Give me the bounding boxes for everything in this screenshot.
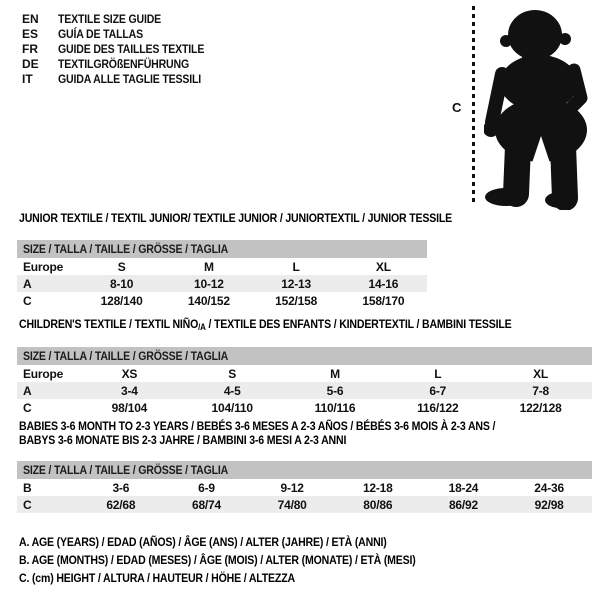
value-cell: M (203, 259, 214, 274)
language-code: IT (22, 72, 33, 86)
table-row (17, 496, 592, 513)
language-label: GUÍA DE TALLAS (58, 27, 143, 41)
value-cell: 68/74 (164, 496, 250, 513)
value-cell: 6-7 (386, 382, 489, 399)
value-cell: 92/98 (506, 496, 592, 513)
footnotes (19, 533, 470, 587)
table-row (17, 365, 592, 382)
language-label: TEXTILE SIZE GUIDE (58, 12, 162, 26)
value-cell: 116/122 (417, 400, 459, 415)
value-cell: 62/68 (78, 496, 164, 513)
language-label: GUIDA ALLE TAGLIE TESSILI (58, 72, 202, 86)
table-row (17, 275, 427, 292)
value-cell: 140/152 (187, 293, 230, 308)
baby-silhouette-icon (484, 8, 596, 210)
value-cell: 158/170 (362, 293, 405, 308)
value-cell: 80/86 (335, 496, 421, 513)
value-cell: 14-16 (340, 275, 427, 292)
value-cell: 86/92 (421, 496, 507, 513)
height-measure-label: C (452, 100, 462, 115)
language-code: FR (22, 42, 38, 56)
value-cell: 18-24 (448, 480, 479, 495)
value-cell: XL (533, 366, 549, 381)
value-cell: 9-12 (280, 480, 304, 495)
language-row (22, 27, 224, 42)
value-cell: M (330, 366, 340, 381)
value-cell: 7-8 (489, 382, 592, 399)
babies-table-title: BABIES 3-6 MONTH TO 2-3 YEARS / BEBÉS 3-6 MESES A 2-3 AÑOS / BÉBÉS 3-6 MOIS À 2-3 ANS / BABYS 3-6 MONATE BIS 2-3 JAHRE / BAMBINI 3-6 MESI A 2-3 ANNI (19, 419, 496, 447)
row-label-cell: Europe (23, 259, 64, 274)
value-cell: L (434, 366, 442, 381)
value-cell: 6-9 (198, 480, 215, 495)
language-code: ES (22, 27, 39, 41)
row-label-cell: B (23, 480, 32, 495)
footnote-b: B. AGE (MONTHS) / EDAD (MESES) / ÂGE (MOIS) / ALTER (MONATE) / ETÀ (MESI) (19, 553, 416, 567)
value-cell: 8-10 (78, 275, 165, 292)
value-cell: 128/140 (100, 293, 143, 308)
value-cell: 122/128 (519, 400, 562, 415)
value-cell: S (117, 259, 126, 274)
value-cell: 110/116 (314, 400, 356, 415)
children-table-title: CHILDREN'S TEXTILE / TEXTIL NIÑO/A / TEXTILE DES ENFANTS / KINDERTEXTIL / BAMBINI TESSILE (19, 317, 512, 332)
language-row (22, 42, 224, 57)
row-label-cell: C (23, 400, 32, 415)
subscript-text: /A (198, 322, 206, 332)
row-label-cell: A (17, 275, 78, 292)
table-row (17, 382, 592, 399)
language-row (22, 72, 224, 87)
height-measure-dashed-line (472, 6, 475, 206)
language-label: GUIDE DES TAILLES TEXTILE (58, 42, 205, 56)
value-cell: 152/158 (275, 293, 318, 308)
babies-size-header-bar: SIZE / TALLA / TAILLE / GRÖSSE / TAGLIA (17, 461, 592, 479)
children-size-header-bar: SIZE / TALLA / TAILLE / GRÖSSE / TAGLIA (17, 347, 592, 365)
table-row (17, 292, 427, 309)
junior-table-title: JUNIOR TEXTILE / TEXTIL JUNIOR/ TEXTILE JUNIOR / JUNIORTEXTIL / JUNIOR TESSILE (19, 211, 452, 225)
language-row (22, 57, 224, 72)
language-code: DE (22, 57, 39, 71)
value-cell: 3-4 (78, 382, 181, 399)
value-cell: 10-12 (165, 275, 252, 292)
value-cell: 24-36 (534, 480, 564, 495)
value-cell: 5-6 (284, 382, 387, 399)
value-cell: 12-13 (253, 275, 340, 292)
table-row (17, 258, 427, 275)
value-cell: 3-6 (112, 480, 130, 495)
value-cell: 74/80 (249, 496, 335, 513)
value-cell: XS (121, 366, 138, 381)
junior-size-header-bar: SIZE / TALLA / TAILLE / GRÖSSE / TAGLIA (17, 240, 427, 258)
row-label-cell: C (17, 496, 78, 513)
language-code: EN (22, 12, 39, 26)
value-cell: 12-18 (362, 480, 393, 495)
language-row (22, 12, 224, 27)
table-row (17, 479, 592, 496)
table-row (17, 399, 592, 416)
footnote-a: A. AGE (YEARS) / EDAD (AÑOS) / ÂGE (ANS) / ALTER (JAHRE) / ETÀ (ANNI) (19, 535, 387, 549)
row-label-cell: Europe (23, 366, 64, 381)
children-size-table (17, 365, 592, 416)
language-label: TEXTILGRÖßENFÜHRUNG (58, 57, 190, 71)
value-cell: XL (375, 259, 391, 274)
value-cell: L (292, 259, 300, 274)
babies-size-table (17, 479, 592, 513)
row-label-cell: A (17, 382, 78, 399)
footnote-c: C. (cm) HEIGHT / ALTURA / HAUTEUR / HÖHE / ALTEZZA (19, 571, 295, 585)
value-cell: 4-5 (181, 382, 284, 399)
value-cell: 104/110 (211, 400, 253, 415)
value-cell: 98/104 (111, 400, 148, 415)
language-list (22, 12, 224, 87)
junior-size-table (17, 258, 427, 309)
value-cell: S (228, 366, 237, 381)
row-label-cell: C (23, 293, 32, 308)
